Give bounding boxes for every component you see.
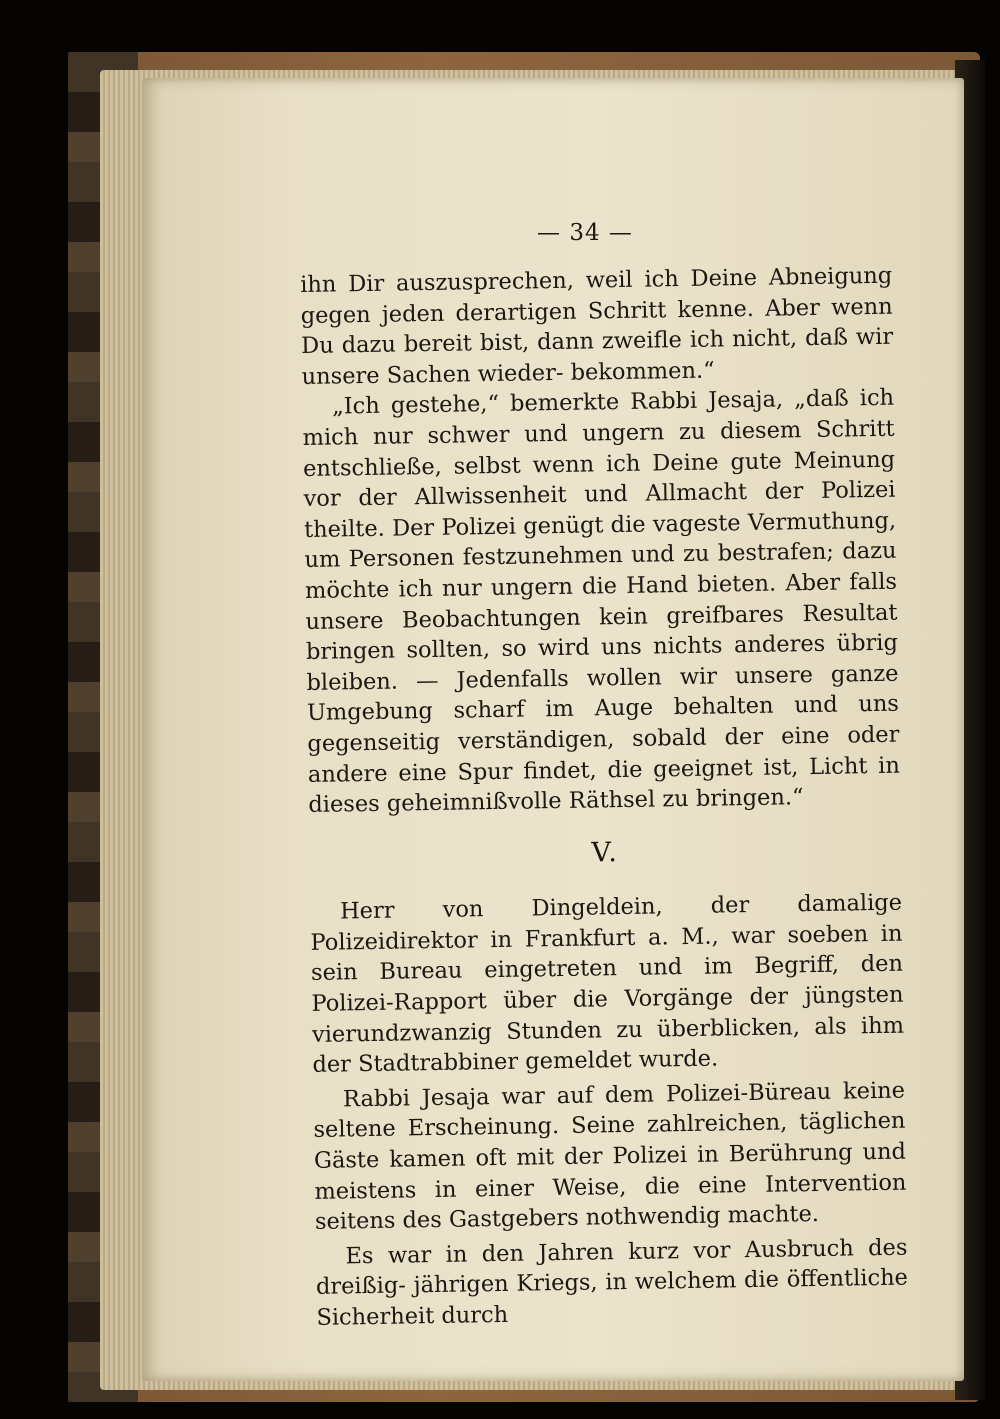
paragraph-rabbi-visit: Rabbi Jesaja war auf dem Polizei-Büreau keine seltene Erscheinung. Seine zahlreichen, täglichen Gäste kamen oft mit der Polizei in Berührung und meistens in einer Weise, die eine Intervention seitens des Gastgebers nothwendig machte. xyxy=(313,1077,907,1236)
page-text xyxy=(300,261,909,1334)
paragraph-continuation: ihn Dir auszusprechen, weil ich Deine Abneigung gegen jeden derartigen Schritt kenne. Aber wenn Du dazu bereit bist, dann zweifle ich nicht, daß wir unsere Sachen wieder- bekommen.“ xyxy=(300,262,894,390)
paragraph-chapter-opening: Herr von Dingeldein, der damalige Polizeidirektor in Frankfurt a. M., war soeben in sein Bureau eingetreten und im Begriff, den Polizei-Rapport über die Vorgänge der jüngsten vierundzwanzig Stunden zu überblicken, als ihm der Stadtrabbiner gemeldet wurde. xyxy=(310,889,905,1079)
paragraph-dialogue: „Ich gestehe,“ bemerkte Rabbi Jesaja, „daß ich mich nur schwer und ungern zu diesem Schritt entschließe, selbst wenn ich Deine gute Meinung vor der Allwissenheit und Allmacht der Polizei theilte. Der Polizei genügt die vageste Vermuthung, um Personen festzunehmen und zu bestrafen; dazu möchte ich nur ungern die Hand bieten. Aber falls unsere Beobachtungen kein greifbares Resultat bringen sollten, so wird uns nichts anderes übrig bleiben. — Jedenfalls wollen wir unsere ganze Umgebung scharf im Auge behalten und uns gegenseitig verständigen, sobald der eine oder andere eine Spur findet, die geeignet ist, Licht in dieses geheimnißvolle Räthsel zu bringen.“ xyxy=(302,385,901,819)
page-number: — 34 — xyxy=(537,220,633,246)
chapter-heading: V. xyxy=(591,836,620,869)
paragraph-historical-context: Es war in den Jahren kurz vor Ausbruch des dreißig- jährigen Kriegs, in welchem die öffentliche Sicherheit durch xyxy=(315,1234,909,1331)
